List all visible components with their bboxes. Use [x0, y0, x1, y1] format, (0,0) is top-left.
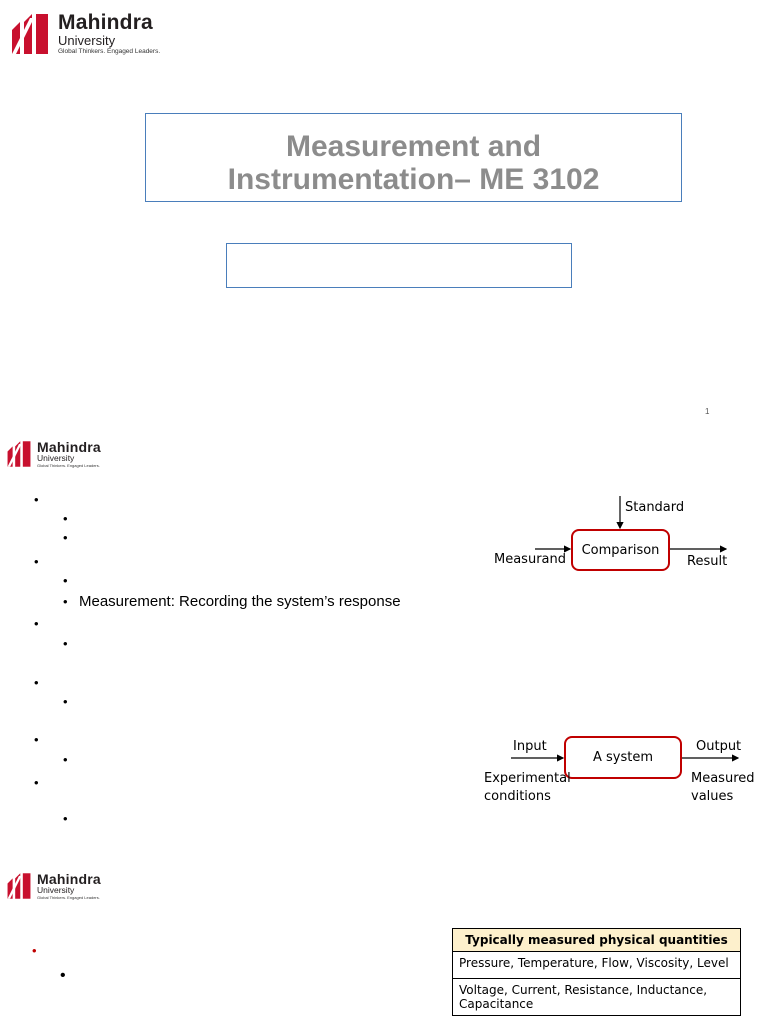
university-logo	[10, 12, 160, 57]
table-cell: Voltage, Current, Resistance, Inductance, Capacitance	[453, 979, 741, 1016]
subtitle-box	[226, 243, 572, 288]
output-label: Output	[696, 739, 742, 754]
table-header-row	[453, 929, 741, 952]
bullet: •	[34, 492, 39, 507]
sub-bullet: •	[63, 594, 68, 609]
logo-university: University	[37, 453, 75, 463]
system-box	[564, 736, 682, 779]
sub-bullet: •	[63, 694, 68, 709]
physical-quantities-table	[452, 928, 741, 1016]
title-line-1: Measurement and	[285, 130, 542, 163]
logo-tagline: Global Thinkers. Engaged Leaders.	[37, 463, 100, 468]
bullet: •	[34, 616, 39, 631]
comparison-box	[571, 529, 670, 571]
title-line-2	[145, 163, 682, 196]
conditions-label: conditions	[484, 789, 551, 804]
logo-tagline: Global Thinkers. Engaged Leaders.	[37, 895, 100, 900]
slide-title	[145, 130, 682, 196]
standard-label: Standard	[625, 500, 685, 515]
logo-university: University	[58, 33, 116, 48]
sub-bullet: •	[63, 530, 68, 545]
logo-tagline: Global Thinkers. Engaged Leaders.	[58, 48, 161, 55]
mahindra-logo-icon	[6, 872, 32, 900]
table-cell: Pressure, Temperature, Flow, Viscosity, Level	[453, 952, 741, 979]
bullet: •	[34, 675, 39, 690]
slide-1	[0, 0, 768, 428]
logo-name: Mahindra	[58, 11, 153, 34]
comparison-label: Comparison	[581, 542, 660, 558]
result-label: Result	[687, 554, 728, 569]
logo-name: Mahindra	[37, 439, 101, 455]
measured-label: Measured	[691, 771, 755, 786]
experimental-label: Experimental	[484, 771, 571, 786]
sub-bullet: •	[63, 511, 68, 526]
system-label: A system	[592, 750, 654, 765]
sub-bullet: •	[63, 811, 68, 826]
measurand-label: Measurand	[494, 552, 566, 567]
slide-3	[0, 858, 768, 1024]
comparison-diagram-arrows	[0, 428, 768, 846]
sub-bullet: •	[60, 967, 66, 984]
page-number: 1	[705, 407, 710, 416]
title-line-2-b: – ME 3102	[454, 163, 600, 196]
bullet: •	[34, 732, 39, 747]
title-line-2-a: Instrumentation	[227, 163, 455, 196]
measurement-definition: Measurement: Recording the system’s response	[79, 593, 401, 610]
values-label: values	[691, 789, 734, 804]
bullet-red: •	[32, 943, 37, 958]
bullet: •	[34, 554, 39, 569]
slide-2	[0, 428, 768, 846]
input-label: Input	[513, 739, 547, 754]
table-row	[453, 952, 741, 979]
university-logo-small	[6, 872, 101, 901]
bullet: •	[34, 775, 39, 790]
sub-bullet: •	[63, 752, 68, 767]
logo-university: University	[37, 885, 75, 895]
mahindra-logo-icon	[10, 12, 50, 56]
sub-bullet: •	[63, 636, 68, 651]
logo-name: Mahindra	[37, 871, 101, 887]
table-header: Typically measured physical quantities	[453, 929, 741, 952]
table-row	[453, 979, 741, 1016]
sub-bullet: •	[63, 573, 68, 588]
